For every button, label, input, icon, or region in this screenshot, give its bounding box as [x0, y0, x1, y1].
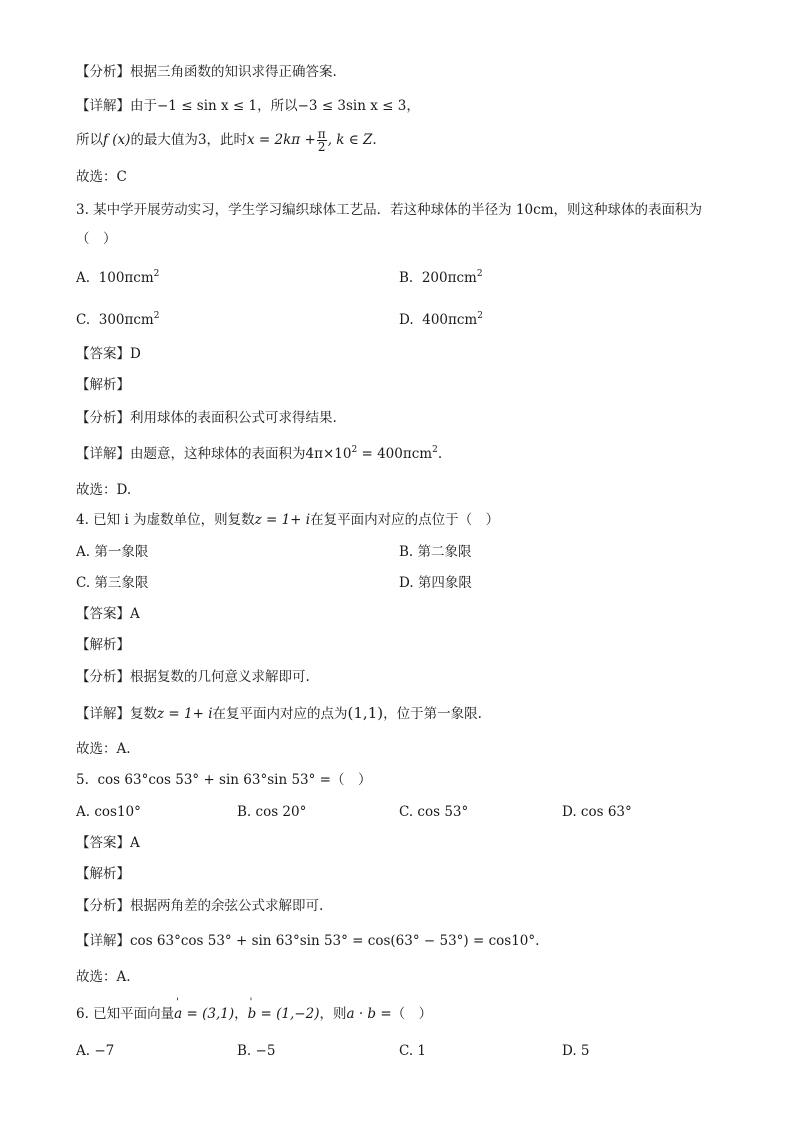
text-suffix: ，位于第一象限.	[383, 706, 482, 722]
math-expression: = 400πcm	[357, 446, 433, 462]
question-6-text	[76, 1004, 432, 1024]
question-prefix: 6. 已知平面向量	[76, 1006, 175, 1022]
option-b: B. −5	[237, 1043, 276, 1059]
option-d: D. cos 63°	[562, 804, 632, 820]
answer-choice-line: 故选：C	[76, 169, 127, 185]
answer-choice-line: 故选：A.	[76, 969, 131, 985]
option-a: A. cos10°	[76, 804, 141, 820]
option-a: A. 第一象限	[76, 544, 149, 560]
math-inequality-1: −1 ≤ sin x ≤ 1	[157, 98, 258, 114]
math-point: (1,1)	[347, 704, 384, 722]
fraction-pi-over-2	[317, 128, 327, 153]
option-label: A.	[76, 270, 91, 286]
math-inequality-2: −3 ≤ 3sin x ≤ 3	[297, 98, 407, 114]
answer-choice-line: 故选：A.	[76, 741, 131, 757]
question-4-text	[76, 510, 499, 530]
math-expression: z = 1+ i	[254, 512, 311, 528]
question-suffix: （ ）	[330, 772, 372, 788]
detail-line	[76, 931, 539, 951]
superscript: 2	[477, 311, 483, 321]
math-dot-product: a · b =	[346, 1006, 392, 1022]
math-expression: z = 1+ i	[157, 706, 213, 722]
fraction-denominator: 2	[317, 140, 326, 154]
math-expression: cos 63°cos 53° + sin 63°sin 53° = cos(63° − 53°) = cos10°	[130, 933, 536, 949]
option-label: B.	[399, 270, 414, 286]
option-d	[399, 310, 483, 330]
option-value: 200πcm	[421, 270, 477, 286]
option-c	[76, 310, 159, 330]
option-a	[76, 268, 159, 288]
option-value: 100πcm	[98, 270, 154, 286]
explanation-label: 【解析】	[76, 866, 130, 882]
option-label: C.	[76, 312, 91, 328]
superscript: 2	[476, 269, 483, 279]
math-k-in-z: , k ∈ Z	[327, 132, 373, 148]
question-suffix: 在复平面内对应的点位于（ ）	[310, 512, 500, 528]
detail-line	[76, 444, 442, 464]
detail-label: 【详解】	[76, 933, 130, 949]
text-prefix: 所以	[76, 132, 103, 148]
math-expression: cos 63°cos 53° + sin 63°sin 53° =	[97, 772, 331, 788]
question-prefix: 4. 已知 i 为虚数单位，则复数	[76, 512, 255, 528]
option-b: B. 第二象限	[399, 544, 472, 560]
option-label: D.	[399, 312, 414, 328]
option-b: B. cos 20°	[237, 804, 307, 820]
math-fx: f (x)	[103, 132, 131, 148]
text-connector: ，	[234, 1006, 248, 1022]
math-vector-b: ' b = (1,−2)	[248, 1004, 320, 1024]
math-three: 3	[197, 132, 207, 148]
detail-line	[76, 703, 482, 724]
text-punct: .	[372, 132, 377, 148]
analysis-line: 【分析】根据三角函数的知识求得正确答案.	[76, 64, 337, 80]
text-punct: .	[437, 446, 443, 462]
text-connector: ，此时	[206, 132, 248, 148]
math-expression: 4π×10	[305, 446, 352, 462]
option-c: C. 第三象限	[76, 575, 149, 591]
question-3-text: 3. 某中学开展劳动实习，学生学习编织球体工艺品．若这种球体的半径为 10cm，则这种球体的表面积为	[76, 202, 703, 218]
question-suffix: （ ）	[391, 1006, 433, 1022]
superscript: 2	[153, 269, 160, 279]
answer-label: 【答案】A	[76, 835, 140, 851]
answer-choice-line: 故选：D.	[76, 482, 132, 498]
question-3-bracket: （ ）	[76, 231, 117, 247]
math-vector-a: ' a = (3,1)	[174, 1004, 234, 1024]
text-connector: 的最大值为	[130, 132, 198, 148]
text-punct: .	[535, 933, 540, 949]
detail-line	[76, 96, 420, 116]
superscript: 2	[432, 445, 438, 455]
text-connector: ，所以	[257, 98, 298, 114]
fraction-numerator: π	[317, 127, 326, 141]
option-a: A. −7	[76, 1043, 115, 1059]
question-5-text	[76, 770, 371, 790]
option-b	[399, 268, 483, 288]
analysis-line: 【分析】根据复数的几何意义求解即可.	[76, 669, 310, 685]
text-punct: ，	[406, 98, 420, 114]
text-connector: ，则	[319, 1006, 347, 1022]
analysis-line: 【分析】根据两角差的余弦公式求解即可.	[76, 898, 324, 914]
option-value: 300πcm	[98, 312, 154, 328]
answer-label: 【答案】D	[76, 346, 141, 362]
option-c: C. cos 53°	[399, 804, 469, 820]
superscript: 2	[351, 445, 358, 455]
answer-label: 【答案】A	[76, 606, 140, 622]
max-value-line	[76, 128, 377, 153]
detail-label: 【详解】复数	[76, 706, 157, 722]
option-d: D. 第四象限	[399, 575, 472, 591]
explanation-label: 【解析】	[76, 637, 130, 653]
superscript: 2	[153, 311, 160, 321]
question-number: 5.	[76, 772, 89, 788]
detail-label: 【详解】由于	[76, 98, 157, 114]
detail-label: 【详解】由题意，这种球体的表面积为	[76, 446, 306, 462]
option-d: D. 5	[562, 1043, 590, 1059]
option-c: C. 1	[399, 1043, 427, 1059]
math-x-expr: x = 2kπ +	[247, 132, 316, 148]
explanation-label: 【解析】	[76, 377, 130, 393]
analysis-line: 【分析】利用球体的表面积公式可求得结果.	[76, 410, 337, 426]
option-value: 400πcm	[422, 312, 478, 328]
text-connector: 在复平面内对应的点为	[212, 706, 348, 722]
